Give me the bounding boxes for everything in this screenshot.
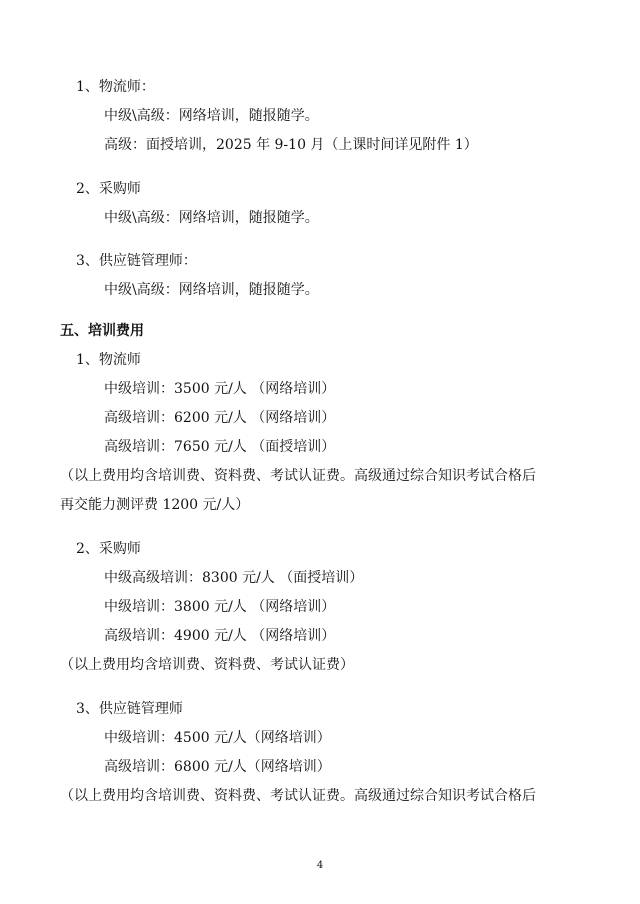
purchasing-schedule-heading: 2、采购师 xyxy=(76,181,141,197)
page-number: 4 xyxy=(316,860,324,871)
logistics-schedule-inperson: 高级：面授培训，2025 年 9-10 月（上课时间详见附件 1） xyxy=(104,137,478,153)
purchasing-fee-heading: 2、采购师 xyxy=(76,541,141,557)
logistics-fee-line: 高级培训：7650 元/人 （面授培训） xyxy=(104,439,336,455)
supply-chain-fee-line: 高级培训：6800 元/人（网络培训） xyxy=(104,759,331,775)
logistics-schedule-heading: 1、物流师： xyxy=(76,79,155,95)
logistics-fee-heading: 1、物流师 xyxy=(76,352,141,368)
purchasing-schedule-online: 中级\高级：网络培训，随报随学。 xyxy=(104,210,319,226)
purchasing-fee-line: 中级培训：3800 元/人 （网络培训） xyxy=(104,599,336,615)
supply-chain-schedule-online: 中级\高级：网络培训，随报随学。 xyxy=(104,282,319,298)
purchasing-fee-line: 中级高级培训：8300 元/人 （面授培训） xyxy=(104,570,364,586)
section-title-training-fees: 五、培训费用 xyxy=(60,323,144,339)
purchasing-fee-note: （以上费用均含培训费、资料费、考试认证费） xyxy=(60,657,354,673)
logistics-schedule-online: 中级\高级：网络培训，随报随学。 xyxy=(104,108,319,124)
supply-chain-fee-line: 中级培训：4500 元/人（网络培训） xyxy=(104,730,331,746)
logistics-fee-note-continued: 再交能力测评费 1200 元/人） xyxy=(60,497,250,513)
logistics-fee-line: 中级培训：3500 元/人 （网络培训） xyxy=(104,381,336,397)
supply-chain-fee-heading: 3、供应链管理师 xyxy=(76,701,183,717)
logistics-fee-note: （以上费用均含培训费、资料费、考试认证费。高级通过综合知识考试合格后 xyxy=(60,468,536,484)
supply-chain-schedule-heading: 3、供应链管理师： xyxy=(76,253,197,269)
purchasing-fee-line: 高级培训：4900 元/人 （网络培训） xyxy=(104,628,336,644)
supply-chain-fee-note: （以上费用均含培训费、资料费、考试认证费。高级通过综合知识考试合格后 xyxy=(60,788,536,804)
logistics-fee-line: 高级培训：6200 元/人 （网络培训） xyxy=(104,410,336,426)
